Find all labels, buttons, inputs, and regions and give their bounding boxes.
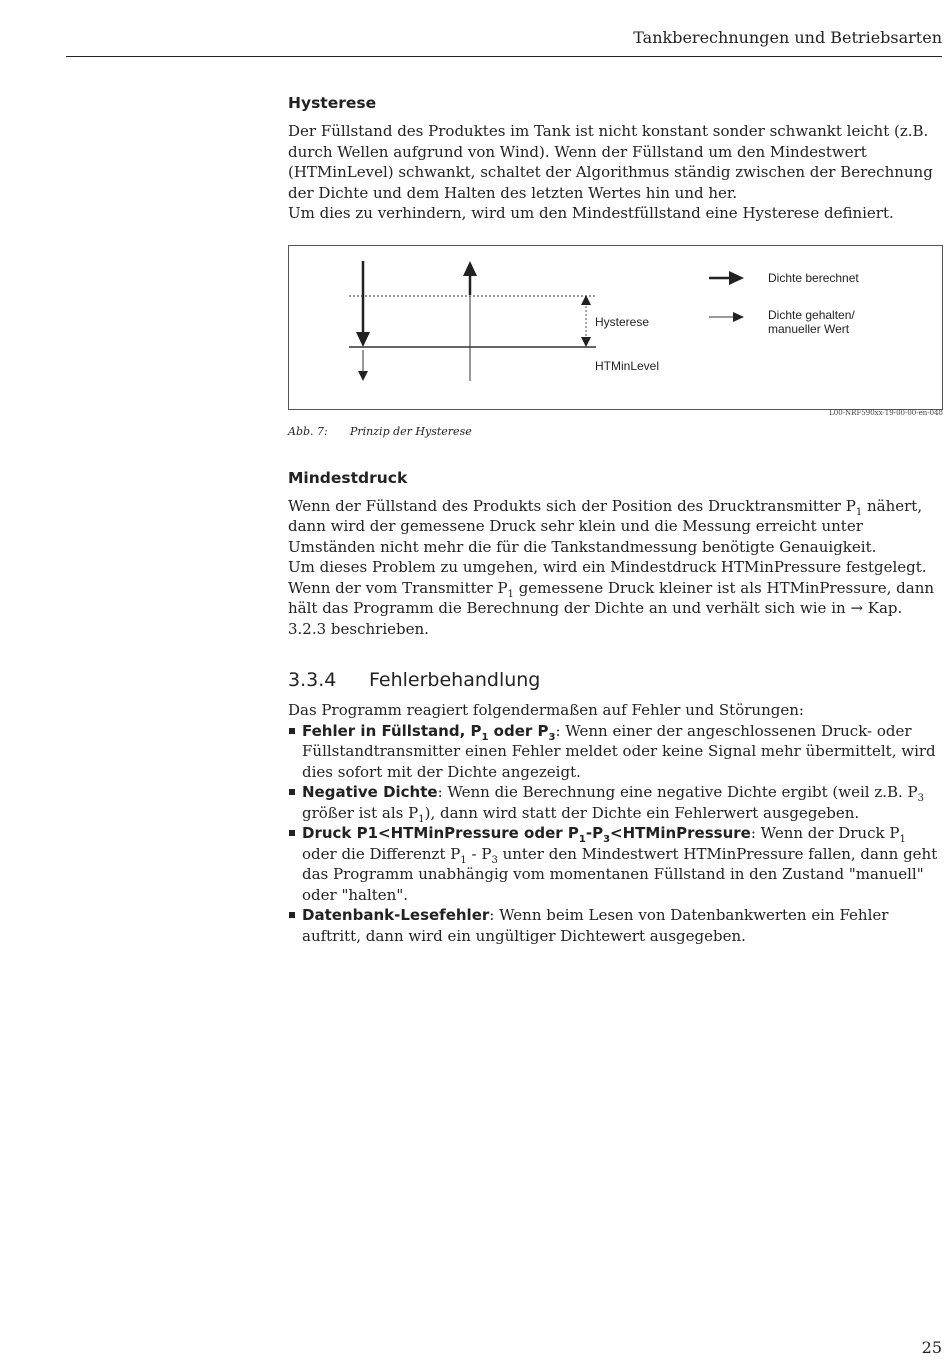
bold-down-arrow-head (356, 332, 370, 347)
mindestdruck-paragraph-1: Wenn der Füllstand des Produkts sich der Position des Drucktransmitter $P_1$ nähert, dann wird der gemessene Druck sehr klein und die Messung erreicht unter Umständen nicht mehr die für die Tankstandmessung benötigte Genauigkeit. (288, 496, 923, 556)
list-item: Fehler in Füllstand, $P_1$ oder $P_3$: Wenn einer der angeschlossenen Druck- oder Füllstandtransmitter einen Fehler meldet oder keine Signal mehr übermittelt, wird dies sofort mit der Dichte angezeigt. (288, 721, 943, 783)
hysteresis-figure (288, 245, 943, 410)
legend-dichte-gehalten: Dichte gehalten/ (768, 307, 855, 322)
figure-caption (288, 425, 943, 438)
legend-dichte-berechnet: Dichte berechnet (768, 270, 859, 285)
label-hysterese: Hysterese (595, 314, 650, 329)
mindestdruck-paragraph-2: Um dieses Problem zu umgehen, wird ein Mindestdruck HTMinPressure festgelegt. Wenn der vom Transmitter $P_1$ gemessene Druck kleiner ist als HTMinPressure, dann hält das Programm die Berechnung der Dichte an und verhält sich wie in → Kap. 3.2.3 beschrieben. (288, 558, 935, 638)
section-title: Fehlerbehandlung (369, 669, 541, 691)
heading-mindestdruck: Mindestdruck (288, 468, 408, 487)
list-item: Druck P1<HTMinPressure oder $P_1-P_3<HTMinPressure$: Wenn der Druck $P_1$ oder die Differenzt $P_1 - P_3$ unter den Mindestwert HTMinPressure fallen, dann geht das Programm unabhängig vom momentanen Füllstand in den Zustand "manuell" oder "halten". (288, 823, 943, 905)
running-header: Tankberechnungen und Betriebsarten (633, 28, 942, 47)
list-item: Datenbank-Lesefehler: Wenn beim Lesen von Datenbankwerten ein Fehler auftritt, dann wird ein ungültiger Dichtewert ausgegeben. (288, 905, 943, 946)
page-number: 25 (921, 1338, 942, 1357)
section-number: 3.3.4 (288, 669, 337, 691)
error-handling-list (288, 721, 943, 947)
caption-text: Prinzip der Hysterese (350, 424, 472, 438)
bullet-square-icon (289, 912, 295, 918)
bullet-square-icon (289, 728, 295, 734)
page-content (288, 94, 943, 946)
header-rule (66, 56, 942, 57)
caption-number: Abb. 7: (288, 424, 328, 438)
legend-thin-arrow-head (733, 312, 744, 322)
hysterese-paragraph-2: Um dies zu verhindern, wird um den Mindestfüllstand eine Hysterese definiert. (288, 204, 894, 222)
legend-manueller-wert: manueller Wert (768, 321, 850, 336)
bullet-square-icon (289, 789, 295, 795)
heading-hysterese: Hysterese (288, 94, 377, 112)
thin-down-arrow-head (358, 371, 368, 381)
figure-code: L00-NRF590xx-19-00-00-en-048 (829, 408, 943, 417)
list-item: Negative Dichte: Wenn die Berechnung eine negative Dichte ergibt (weil z.B. $P_3$ größer ist als $P_1$), dann wird statt der Dichte ein Fehlerwert ausgegeben. (288, 782, 943, 823)
section-heading (288, 669, 943, 691)
hysteresis-dimension-head-bottom (581, 337, 591, 347)
cross-reference-arrow-icon: → (850, 599, 864, 617)
bold-up-arrow-head (463, 261, 477, 276)
legend-bold-arrow-head (729, 271, 744, 285)
hysterese-paragraph-1: Der Füllstand des Produktes im Tank ist nicht konstant sonder schwankt leicht (z.B. durch Wellen aufgrund von Wind). Wenn der Füllstand um den Mindestwert (HTMinLevel) schwankt, schaltet der Algorithmus ständig zwischen der Berechnung der Dichte und dem Halten des letzten Wertes hin und her. (288, 122, 933, 202)
bullet-square-icon (289, 830, 295, 836)
section-intro: Das Programm reagiert folgendermaßen auf Fehler und Störungen: (288, 701, 804, 719)
label-htminlevel: HTMinLevel (595, 358, 660, 373)
hysteresis-diagram (289, 246, 944, 411)
